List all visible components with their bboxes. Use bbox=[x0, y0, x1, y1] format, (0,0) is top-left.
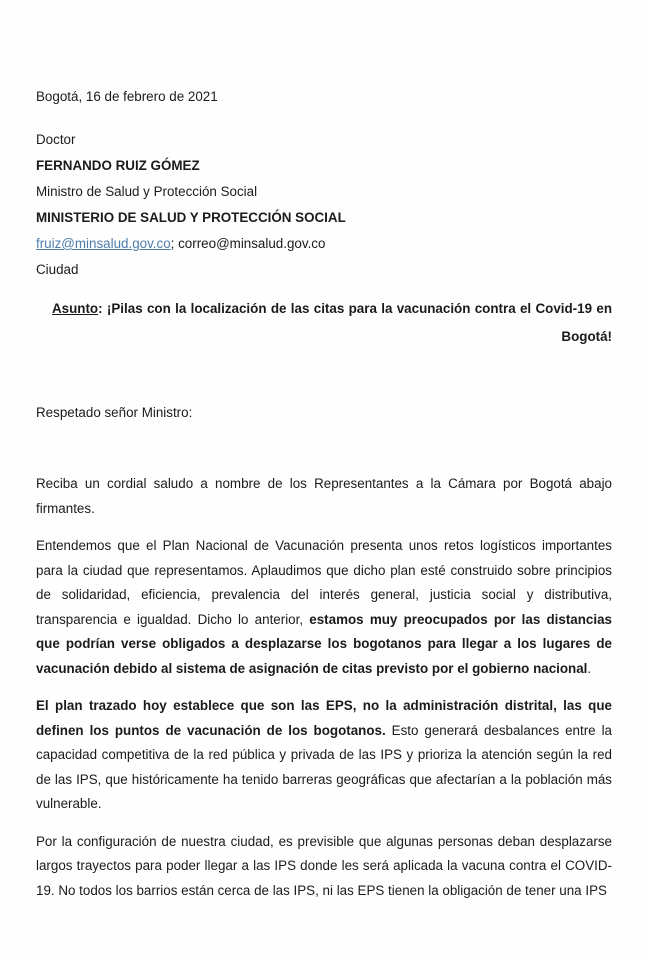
recipient-block bbox=[36, 127, 612, 283]
text-run: ; correo@minsalud.gov.co bbox=[170, 236, 326, 251]
text-run: : ¡Pilas con la localización de las citas para la vacunación contra el Covid-19 en Bogotá! bbox=[98, 301, 612, 344]
text-run: Reciba un cordial saludo a nombre de los Representantes a la Cámara por Bogotá abajo firmantes. bbox=[36, 476, 612, 516]
text-run: Asunto bbox=[52, 301, 99, 316]
letter-body bbox=[36, 472, 612, 903]
text-run: Esto generará desbalances entre la capacidad competitiva de la red pública y privada de las IPS y prioriza la atención según la red de las IPS, que históricamente ha tenido barreras geográficas que afectarían a la población más vulnerable. bbox=[36, 722, 612, 811]
subject-line bbox=[52, 295, 612, 351]
recipient-name: FERNANDO RUIZ GÓMEZ bbox=[36, 158, 200, 173]
recipient-city: Ciudad bbox=[36, 262, 79, 277]
recipient-entity: MINISTERIO DE SALUD Y PROTECCIÓN SOCIAL bbox=[36, 210, 346, 225]
text-run: El plan trazado hoy establece que son las EPS, no la administración distrital, las que definen los puntos de vacunación de los bogotanos. bbox=[36, 698, 612, 738]
recipient-emails bbox=[36, 231, 612, 257]
salutation: Respetado señor Ministro: bbox=[36, 405, 193, 420]
recipient-role: Ministro de Salud y Protección Social bbox=[36, 184, 258, 199]
paragraph-plan-concerns bbox=[36, 534, 612, 681]
paragraph-city-configuration bbox=[36, 830, 612, 904]
text-run: . bbox=[587, 660, 592, 676]
text-run: estamos muy preocupados por las distancias que podrían verse obligados a desplazarse los bogotanos para llegar a los lugares de vacunación debido al sistema de asignación de citas previsto por el gobierno nacional bbox=[36, 611, 612, 676]
text-run: Por la configuración de nuestra ciudad, es previsible que algunas personas deban desplazarse largos trayectos para poder llegar a las IPS donde les será aplicada la vacuna contra el COVID-19. No todos los barrios están cerca de las IPS, ni las EPS tienen la obligación de tener una IPS bbox=[36, 833, 612, 898]
paragraph-eps-points bbox=[36, 694, 612, 817]
recipient-title: Doctor bbox=[36, 132, 76, 147]
paragraph-greeting bbox=[36, 472, 612, 521]
text-run: Entendemos que el Plan Nacional de Vacunación presenta unos retos logísticos importantes para la ciudad que representamos. Aplaudimos que dicho plan esté construido sobre principios de solidaridad, eficiencia, prevalencia del interés general, justicia social y distributiva, transparencia e igualdad. Dicho lo anterior, bbox=[36, 538, 612, 627]
email-link[interactable]: fruiz@minsalud.gov.co bbox=[36, 236, 171, 251]
letter-date: Bogotá, 16 de febrero de 2021 bbox=[36, 89, 218, 104]
